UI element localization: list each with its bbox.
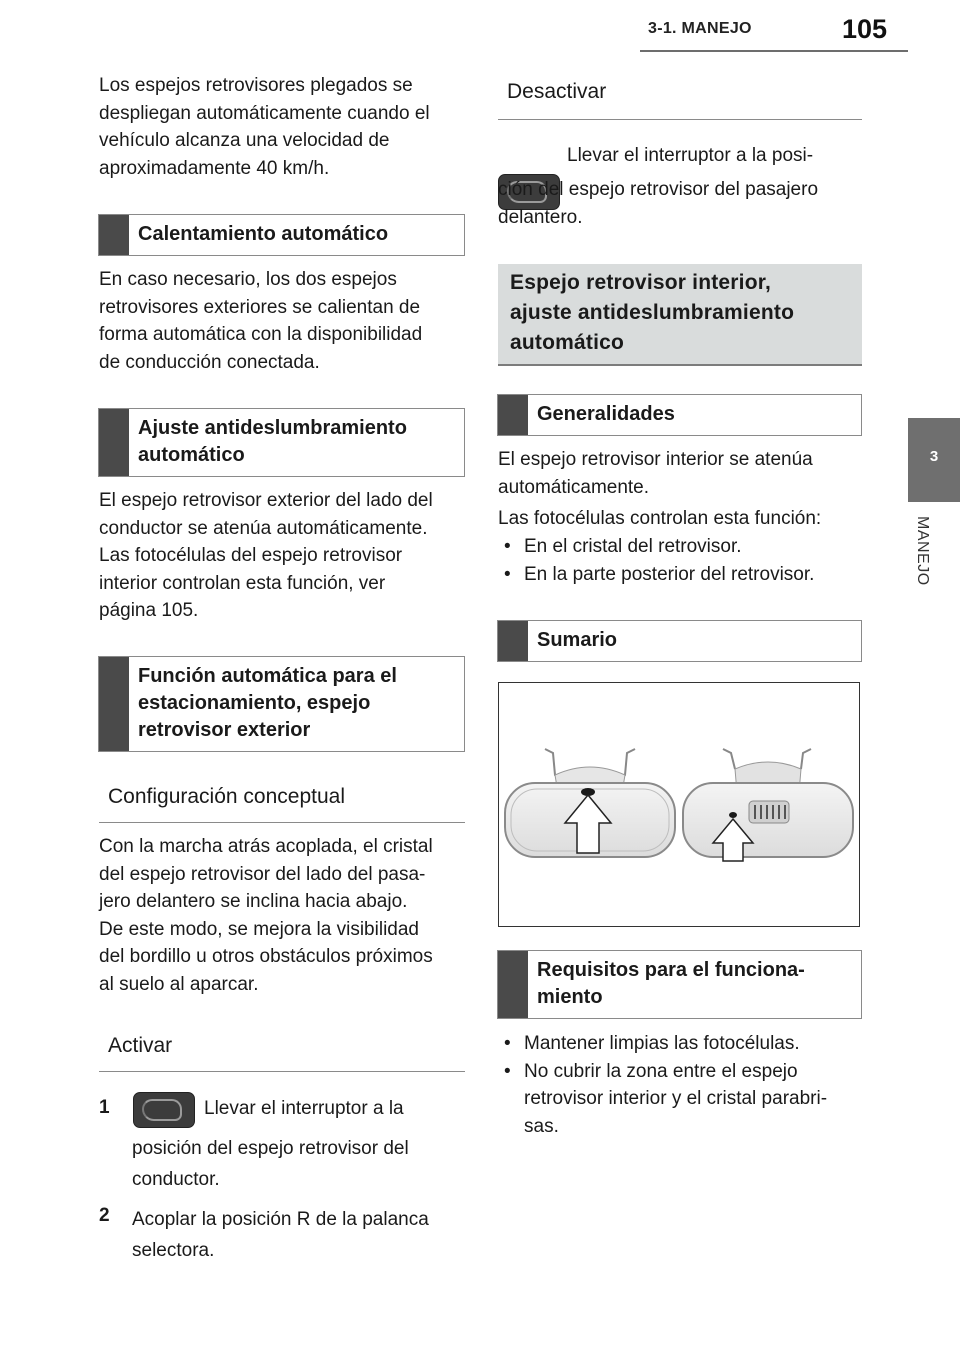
list-item: • En el cristal del retrovisor. xyxy=(498,533,868,561)
heading-ajuste xyxy=(98,408,465,477)
chapter-label xyxy=(913,516,953,606)
text-line: Las fotocélulas del espejo retrovisor xyxy=(99,545,403,566)
header-rule xyxy=(640,50,908,52)
text-line: página 105. xyxy=(99,600,199,621)
generalidades-paragraph xyxy=(498,446,868,501)
list-item xyxy=(498,1030,868,1058)
heading-line: Requisitos para el funciona- xyxy=(537,959,805,981)
rear-view-mirror-illustration xyxy=(499,683,858,925)
heading-bar xyxy=(498,951,528,1018)
heading-line: Ajuste antideslumbramiento xyxy=(138,417,407,439)
heading-text: Calentamiento automático xyxy=(138,223,389,245)
heading-bar xyxy=(498,395,528,435)
mirror-switch-icon xyxy=(133,1092,195,1128)
heading-line: automático xyxy=(510,331,625,354)
heading-bar xyxy=(99,215,129,255)
heading-espejo-interior xyxy=(498,264,862,366)
step2-paragraph xyxy=(132,1204,472,1266)
step1-line: Llevar el interruptor a la xyxy=(204,1098,404,1119)
heading-requisitos xyxy=(497,950,862,1019)
text-line: conductor. xyxy=(132,1169,220,1190)
requisitos-list xyxy=(498,1030,868,1140)
mirror-front-view xyxy=(505,749,675,857)
heading-text xyxy=(528,951,813,1018)
text-line: • Mantener limpias las fotocélulas. xyxy=(524,1033,800,1054)
step1-paragraph xyxy=(132,1133,472,1195)
text-line: despliegan automáticamente cuando el xyxy=(99,102,430,124)
ajuste-paragraph xyxy=(99,487,469,625)
text-line: • No cubrir la zona entre el espejo xyxy=(524,1060,798,1082)
heading-text xyxy=(129,409,415,476)
list-item xyxy=(498,1058,868,1141)
list-item: • En la parte posterior del retrovisor. xyxy=(498,561,868,589)
section-title: 3-1. MANEJO xyxy=(648,20,752,37)
text-line: De este modo, se mejora la visibilidad xyxy=(99,918,419,940)
text-line: ción del espejo retrovisor del pasajero xyxy=(498,179,819,200)
text-line: de conducción conectada. xyxy=(99,351,320,373)
heading-line: miento xyxy=(537,986,603,1008)
text-line: El espejo retrovisor interior se atenúa xyxy=(498,449,813,470)
heading-activar: Activar xyxy=(99,1034,465,1072)
calentamiento-paragraph xyxy=(99,266,469,376)
heading-text xyxy=(129,657,405,751)
text-line: sas. xyxy=(524,1115,559,1137)
text-line: jero delantero se inclina hacia abajo. xyxy=(99,891,408,912)
heading-funcion xyxy=(98,656,465,752)
heading-line: ajuste antideslumbramiento xyxy=(510,301,795,324)
text-line: Los espejos retrovisores plegados se xyxy=(99,75,413,96)
text-line: selectora. xyxy=(132,1240,215,1261)
text-line: Acoplar la posición R de la palanca xyxy=(132,1209,429,1230)
heading-line: estacionamiento, espejo xyxy=(138,692,371,714)
heading-line: Espejo retrovisor interior, xyxy=(510,271,771,294)
heading-bar xyxy=(498,621,528,661)
step-number: 1 xyxy=(99,1097,110,1118)
text-line: Con la marcha atrás acoplada, el cristal xyxy=(99,836,433,857)
heading-generalidades xyxy=(497,394,862,436)
text-line: retrovisores exteriores se calientan de xyxy=(99,296,421,318)
text-line: posición del espejo retrovisor del xyxy=(132,1138,409,1159)
heading-bar xyxy=(99,657,129,751)
heading-text xyxy=(498,264,862,362)
text-line: aproximadamente 40 km/h. xyxy=(99,157,330,179)
chapter-label-text: MANEJO xyxy=(914,516,931,586)
step-number: 2 xyxy=(99,1205,110,1226)
heading-bar xyxy=(99,409,129,476)
text-line: al suelo al aparcar. xyxy=(99,973,259,995)
page-number: 105 xyxy=(842,14,888,44)
text-line: conductor se atenúa automáticamente. xyxy=(99,517,428,539)
heading-desactivar: Desactivar xyxy=(498,80,862,120)
fotocelulas-list xyxy=(498,533,868,588)
text-line: retrovisor interior y el cristal parabri- xyxy=(524,1088,828,1109)
text-line: El espejo retrovisor exterior del lado del xyxy=(99,490,433,511)
heading-line: Función automática para el xyxy=(138,665,397,687)
text-line: interior controlan esta función, ver xyxy=(99,572,386,594)
heading-configuracion: Configuración conceptual xyxy=(99,785,465,823)
chapter-number: 3 xyxy=(929,448,939,465)
heading-text: Sumario xyxy=(537,629,618,651)
photocell-rear xyxy=(729,812,737,818)
text-line: En caso necesario, los dos espejos xyxy=(99,269,397,290)
heading-line: automático xyxy=(138,444,245,466)
heading-line: retrovisor exterior xyxy=(138,719,311,741)
desactivar-line: Llevar el interruptor a la posi- xyxy=(567,145,814,166)
heading-calentamiento xyxy=(98,214,465,256)
text-line: vehículo alcanza una velocidad de xyxy=(99,130,390,151)
text-line: forma automática con la disponibilidad xyxy=(99,324,423,345)
heading-text: Generalidades xyxy=(537,403,675,425)
text-line: automáticamente. xyxy=(498,476,650,498)
mirror-figure xyxy=(498,682,860,927)
text-line: del espejo retrovisor del lado del pasa- xyxy=(99,863,426,885)
text-line: delantero. xyxy=(498,206,583,228)
text-line: del bordillo u otros obstáculos próximos xyxy=(99,946,433,967)
heading-sumario xyxy=(497,620,862,662)
intro-paragraph xyxy=(99,72,469,182)
mirror-rear-view xyxy=(683,749,853,861)
fotocelulas-intro: Las fotocélulas controlan esta función: xyxy=(498,508,822,529)
configuracion-paragraph xyxy=(99,833,469,998)
desactivar-paragraph xyxy=(498,176,868,231)
